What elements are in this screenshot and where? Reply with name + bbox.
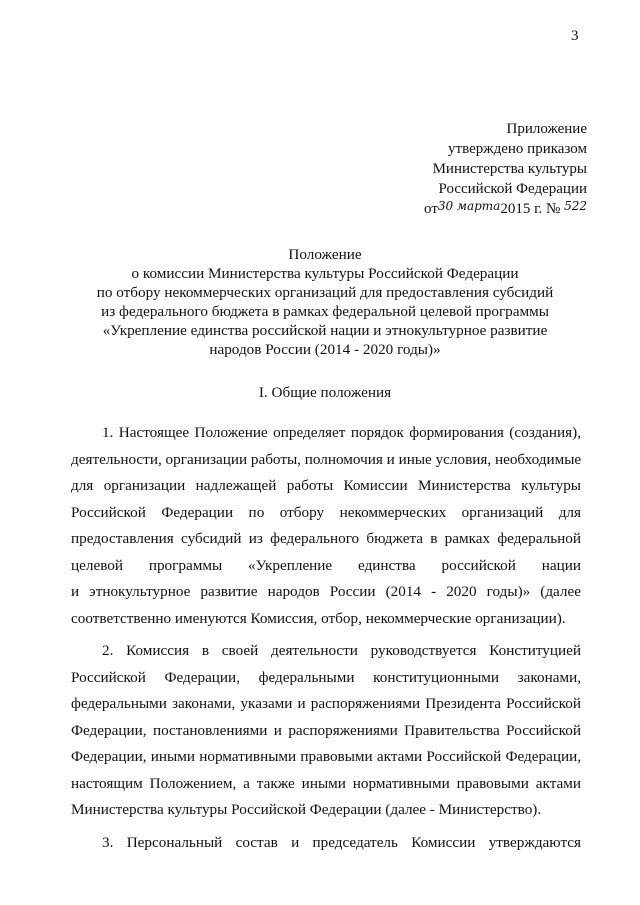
text-line: Российской Федерации по отбору некоммерческих организаций для (71, 503, 581, 521)
text-line: деятельности, организации работы, полномочия и иные условия, необходимые (71, 450, 582, 468)
text-line: федеральными законами, указами и распоряжениями Президента Российской (71, 695, 581, 712)
title-line: Положение (288, 246, 362, 263)
document-body (71, 420, 581, 862)
handwritten-order-number: 522 (564, 199, 587, 213)
approval-line-approved: утверждено приказом (448, 141, 587, 157)
text-line: Российской Федерации, федеральными конституционными законами, (71, 668, 581, 686)
document-title (70, 245, 580, 359)
text-line: предоставления субсидий из федерального бюджета в рамках федеральной (71, 530, 581, 547)
text-line: 3. Персональный состав и председатель Комиссии утверждаются (102, 833, 581, 851)
paragraph-1 (71, 420, 581, 632)
text-line: соответственно именуются Комиссия, отбор, некоммерческие организации). (71, 609, 566, 627)
date-prefix: от (424, 201, 438, 217)
text-line: Федерации, иными нормативными правовыми актами Российской Федерации, (71, 748, 581, 765)
text-line: Федерации, постановлениями и распоряжениями Правительства Российской (71, 721, 581, 739)
approval-line-appendix: Приложение (506, 121, 587, 137)
title-line: народов России (2014 - 2020 годы)» (209, 341, 441, 358)
paragraph-2 (71, 638, 581, 824)
title-line: из федерального бюджета в рамках федеральной целевой программы (101, 303, 549, 320)
title-line: о комиссии Министерства культуры Российской Федерации (131, 265, 519, 282)
title-line: «Укрепление единства российской нации и этнокультурное развитие (102, 322, 548, 339)
approval-line-ministry: Министерства культуры (432, 161, 587, 177)
text-line: целевой программы «Укрепление единства российской нации (71, 556, 581, 574)
approval-line-country: Российской Федерации (438, 181, 587, 197)
text-line: Министерства культуры Российской Федерации (далее - Министерство). (71, 801, 542, 818)
title-line: по отбору некоммерческих организаций для предоставления субсидий (96, 284, 554, 301)
paragraph-3 (71, 830, 581, 857)
approval-line-date (347, 199, 587, 219)
text-line: настоящим Положением, а также иными нормативными правовыми актами (71, 774, 581, 792)
section-heading: I. Общие положения (258, 384, 392, 401)
text-line: и этнокультурное развитие народов России (2014 - 2020 годы)» (далее (71, 583, 581, 600)
text-line: для организации надлежащей работы Комиссии Министерства культуры (71, 477, 581, 494)
date-year: 2015 г. № (500, 201, 561, 217)
handwritten-date: 30 марта (437, 199, 501, 213)
approval-block (347, 119, 587, 219)
text-line: 1. Настоящее Положение определяет порядок формирования (создания), (102, 424, 581, 441)
page-number: 3 (571, 28, 579, 44)
text-line: 2. Комиссия в своей деятельности руководствуется Конституцией (102, 642, 581, 659)
